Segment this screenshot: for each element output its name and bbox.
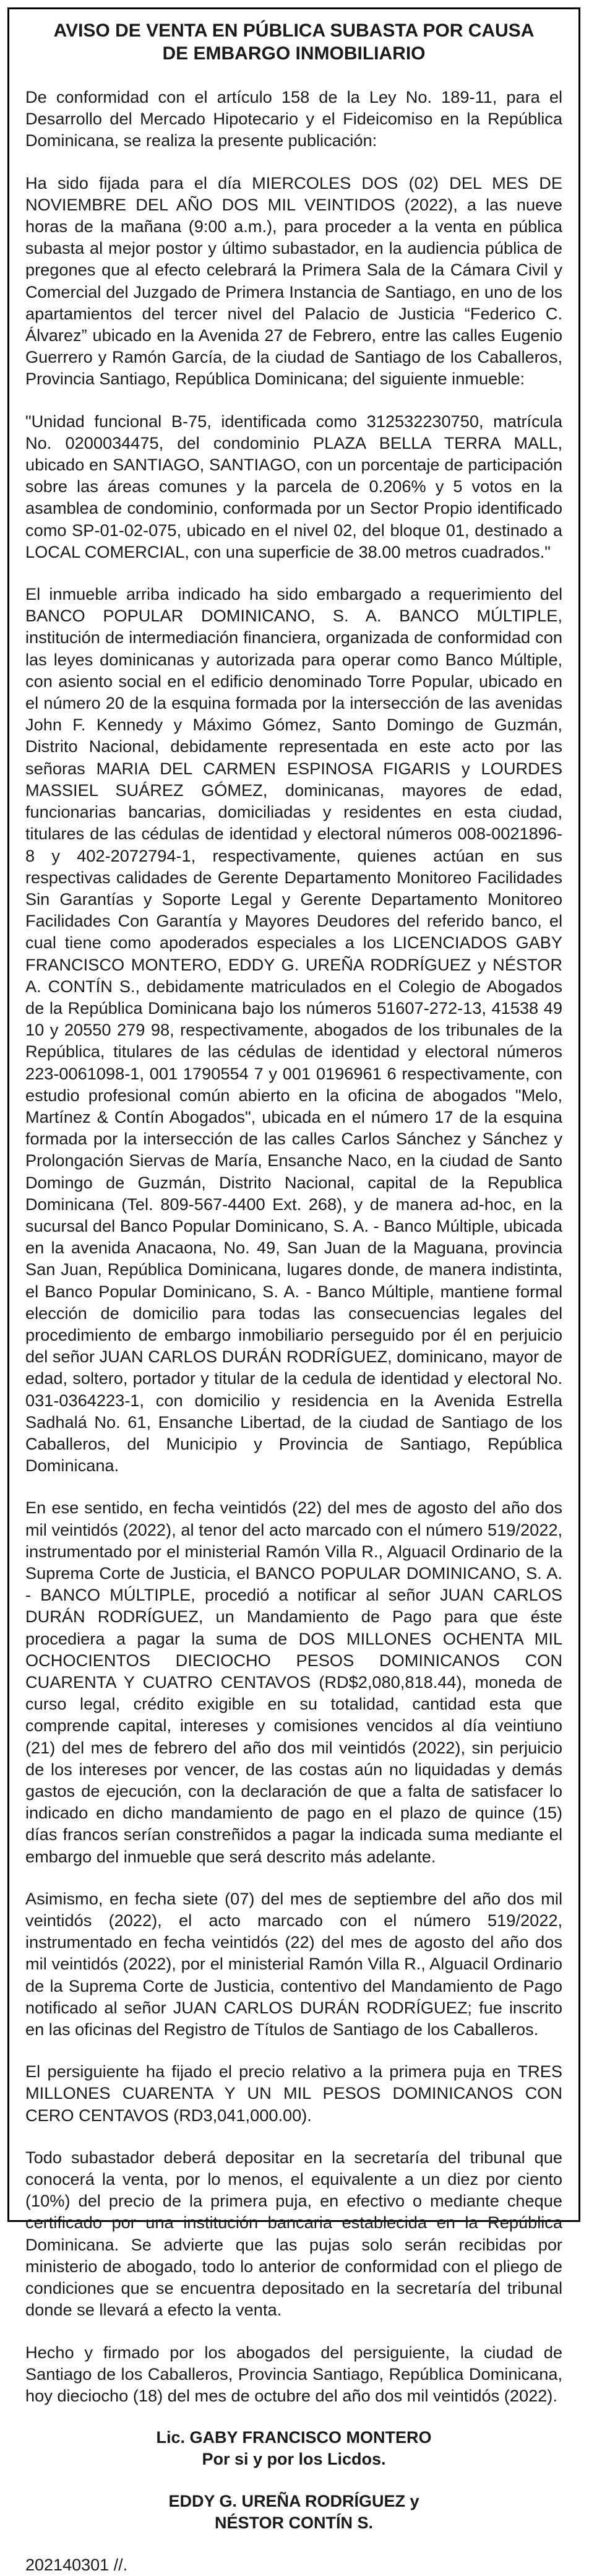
- legal-notice: [7, 7, 580, 2575]
- signature-block-2: [25, 2491, 562, 2534]
- notice-title-line-1: AVISO DE VENTA EN PÚBLICA SUBASTA POR CAUSA: [53, 20, 535, 41]
- paragraph-property-description: "Unidad funcional B-75, identificada como 312532230750, matrícula No. 0200034475, del condominio PLAZA BELLA TERRA MALL, ubicado en SANTIAGO, SANTIAGO, con un porcentaje de participación sobre las áreas comunes y la parcela de 0.206% y 5 votos en la asamblea de condominio, conformada por un Sector Propio identificado como SP-01-02-075, ubicado en el nivel 02, del bloque 01, destinado a LOCAL COMERCIAL, con una superficie de 38.00 metros cuadrados.": [25, 411, 562, 561]
- signature-1-note: Por si y por los Licdos.: [202, 2450, 386, 2469]
- paragraph-legal-basis: De conformidad con el artículo 158 de la Ley No. 189-11, para el Desarrollo del Mercado Hipotecario y el Fideicomiso en la República Dominicana, se realiza la presente publicación:: [25, 87, 562, 150]
- paragraph-registration: Asimismo, en fecha siete (07) del mes de septiembre del año dos mil veintidós (2022), el acto marcado con el número 519/2022, instrumentado en fecha veintidós (22) del mes de agosto del año dos mil veintidós (2022), por el ministerial Ramón Villa R., Alguacil Ordinario de la Suprema Corte de Justicia, contentivo del Mandamiento de Pago notificado al señor JUAN CARLOS DURÁN RODRÍGUEZ; fue inscrito en las oficinas del Registro de Títulos de Santiago de los Caballeros.: [25, 1888, 562, 2039]
- reference-number: 202140301 //.: [25, 2556, 128, 2575]
- signature-2-name-cont: NÉSTOR CONTÍN S.: [214, 2513, 374, 2533]
- paragraph-payment-order: En ese sentido, en fecha veintidós (22) del mes de agosto del año dos mil veintidós (2022), al tenor del acto marcado con el número 519/2022, instrumentado por el ministerial Ramón Villa R., Alguacil Ordinario de la Suprema Corte de Justicia, el BANCO POPULAR DOMINICANO, S. A. - BANCO MÚLTIPLE, procedió a notificar al señor JUAN CARLOS DURÁN RODRÍGUEZ, un Mandamiento de Pago para que éste procediera a pagar la suma de DOS MILLONES OCHENTA MIL OCHOCIENTOS DIECIOCHO PESOS DOMINICANOS CON CUARENTA Y CUATRO CENTAVOS (RD$2,080,818.44), moneda de curso legal, crédito exigible en su totalidad, cantidad esta que comprende capital, intereses y comisiones vencidos al día veintiuno (21) del mes de febrero del año dos mil veintidós (2022), sin perjuicio de los intereses por vencer, de las costas aún no liquidadas y demás gastos de ejecución, con la declaración de que a falta de satisfacer lo indicado en dicho mandamiento de pago en el plazo de quince (15) días francos serían constreñidos a pagar la indicada suma mediante el embargo del inmueble que será descrito más adelante.: [25, 1498, 562, 1866]
- paragraph-deposit-requirement: Todo subastador deberá depositar en la secretaría del tribunal que conocerá la venta, por lo menos, el equivalente a un diez por ciento (10%) del precio de la primera puja, en efectivo o mediante cheque certificado por una institución bancaria establecida en la República Dominicana. Se advierte que las pujas solo serán recibidas por ministerio de abogado, todo lo anterior de conformidad con el pliego de condiciones que se encuentra depositado en la secretaría del tribunal donde se llevará a efecto la venta.: [25, 2147, 562, 2320]
- paragraph-signed-date: Hecho y firmado por los abogados del persiguiente, la ciudad de Santiago de los Caballeros, Provincia Santiago, República Dominicana, hoy dieciocho (18) del mes de octubre del año dos mil veintidós (2022).: [25, 2342, 562, 2405]
- signature-2-name: EDDY G. UREÑA RODRÍGUEZ y: [168, 2492, 419, 2511]
- paragraph-first-bid-price: El persiguiente ha fijado el precio relativo a la primera puja en TRES MILLONES CUARENTA Y UN MIL PESOS DOMINICANOS CON CERO CENTAVOS (RD3,041,000.00).: [25, 2062, 562, 2125]
- notice-title-line-2: DE EMBARGO INMOBILIARIO: [162, 43, 426, 64]
- paragraph-seizing-party: El inmueble arriba indicado ha sido embargado a requerimiento del BANCO POPULAR DOMINICANO, S. A. BANCO MÚLTIPLE, institución de intermediación financiera, organizada de conformidad con las leyes dominicanas y autorizada para operar como Banco Múltiple, con asiento social en el edificio denominado Torre Popular, ubicado en el número 20 de la esquina formada por la intersección de las avenidas John F. Kennedy y Máximo Gómez, Santo Domingo de Guzmán, Distrito Nacional, debidamente representada en este acto por las señoras MARIA DEL CARMEN ESPINOSA FIGARIS y LOURDES MASSIEL SUÁREZ GÓMEZ, dominicanas, mayores de edad, funcionarias bancarias, domiciliadas y residentes en esta ciudad, titulares de las cédulas de identidad y electoral números 008-0021896-8 y 402-2072794-1, respectivamente, quienes actúan en sus respectivas calidades de Gerente Departamento Monitoreo Facilidades Sin Garantías y Soporte Legal y Gerente Departamento Monitoreo Facilidades Con Garantía y Mayores Deudores del referido banco, el cual tiene como apoderados especiales a los LICENCIADOS GABY FRANCISCO MONTERO, EDDY G. UREÑA RODRÍGUEZ y NÉSTOR A. CONTÍN S., debidamente matriculados en el Colegio de Abogados de la República Dominicana bajo los números 51607-272-13, 41538 49 10 y 20550 279 98, respectivamente, abogados de los tribunales de la República, titulares de las cédulas de identidad y electoral números 223-0061098-1, 001 1790554 7 y 001 0196961 6 respectivamente, con estudio profesional común abierto en la oficina de abogados "Melo, Martínez & Contín Abogados", ubicada en el número 17 de la esquina formada por la intersección de las calles Carlos Sánchez y Sánchez y Prolongación Siervas de María, Ensanche Naco, en la ciudad de Santo Domingo de Guzmán, Distrito Nacional, capital de la Republica Dominicana (Tel. 809-567-4400 Ext. 268), y de manera ad-hoc, en la sucursal del Banco Popular Dominicano, S. A. - Banco Múltiple, ubicada en la avenida Anacaona, No. 49, San Juan de la Maguana, provincia San Juan, República Dominicana, lugares donde, de manera indistinta, el Banco Popular Dominicano, S. A. - Banco Múltiple, mantiene formal elección de domicilio para todas las consecuencias legales del procedimiento de embargo inmobiliario perseguido por él en perjuicio del señor JUAN CARLOS DURÁN RODRÍGUEZ, dominicano, mayor de edad, soltero, portador y titular de la cedula de identidad y electoral No. 031-0364223-1, con domicilio y residencia en la Avenida Estrella Sadhalá No. 61, Ensanche Libertad, de la ciudad de Santiago de los Caballeros, del Municipio y Provincia de Santiago, República Dominicana.: [25, 584, 562, 1476]
- signature-1-name: Lic. GABY FRANCISCO MONTERO: [156, 2428, 432, 2447]
- signature-block-1: [25, 2427, 562, 2470]
- paragraph-auction-date: Ha sido fijada para el día MIERCOLES DOS (02) DEL MES DE NOVIEMBRE DEL AÑO DOS MIL VEINTIDOS (2022), a las nueve horas de la mañana (9:00 a.m.), para proceder a la venta en pública subasta al mejor postor y último subastador, en la audiencia pública de pregones que al efecto celebrará la Primera Sala de la Cámara Civil y Comercial del Juzgado de Primera Instancia de Santiago, en uno de los apartamientos del tercer nivel del Palacio de Justicia “Federico C. Álvarez” ubicado en la Avenida 27 de Febrero, entre las calles Eugenio Guerrero y Ramón García, de la ciudad de Santiago de los Caballeros, Provincia Santiago, República Dominicana; del siguiente inmueble:: [25, 173, 562, 389]
- notice-title: [25, 19, 562, 65]
